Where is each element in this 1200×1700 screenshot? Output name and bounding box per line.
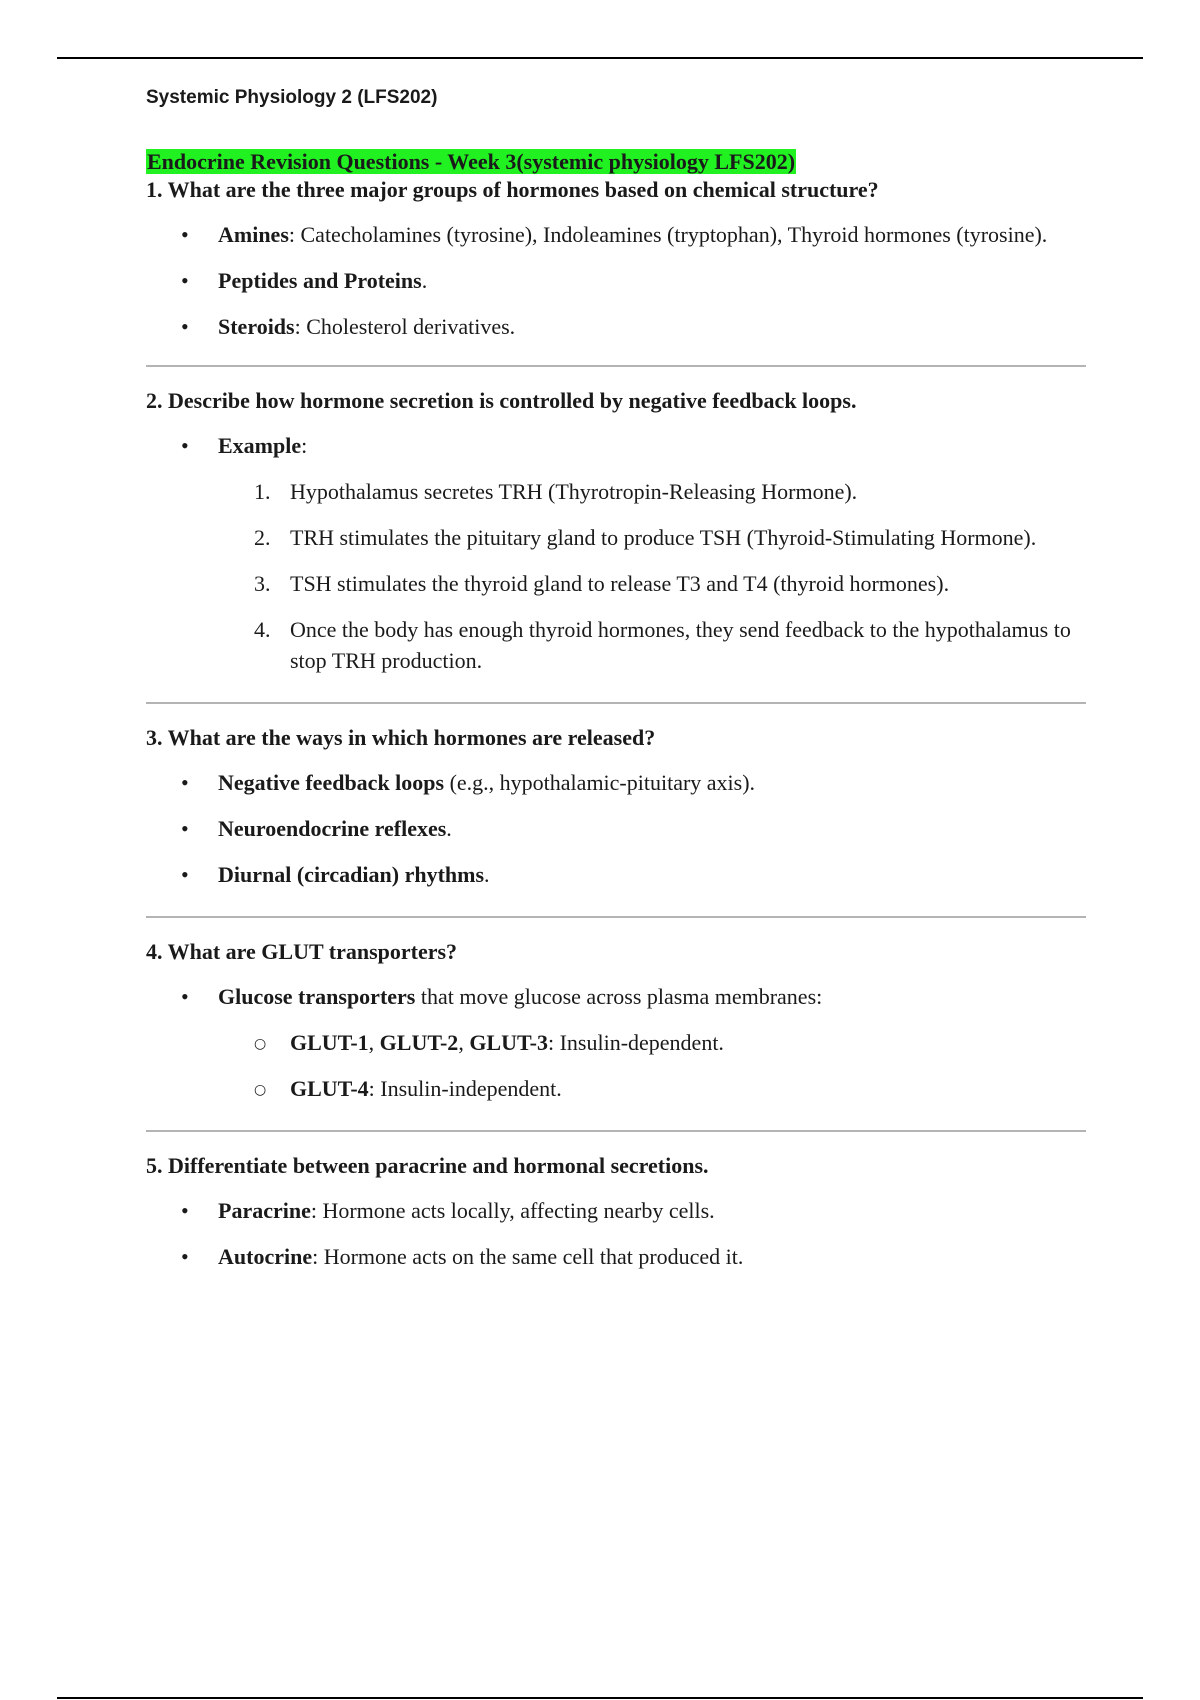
question-2-heading: 2. Describe how hormone secretion is controlled by negative feedback loops.: [146, 388, 857, 413]
step-text: TRH stimulates the pituitary gland to produce TSH (Thyroid-Stimulating Hormone).: [290, 525, 1037, 550]
definition: : Hormone acts on the same cell that produced it.: [312, 1244, 744, 1269]
term: GLUT-4: [290, 1076, 369, 1101]
list-item: [146, 265, 1086, 296]
section-divider: [146, 365, 1086, 367]
highlighted-title: Endocrine Revision Questions - Week 3(systemic physiology LFS202): [147, 149, 796, 174]
term: GLUT-3: [469, 1030, 548, 1055]
definition: :: [301, 433, 308, 458]
page-bottom-rule: [57, 1697, 1143, 1699]
section-divider: [146, 916, 1086, 918]
term: Example: [218, 433, 302, 458]
list-item: [146, 1241, 1086, 1272]
list-item: [146, 813, 1086, 844]
step-text: TSH stimulates the thyroid gland to release T3 and T4 (thyroid hormones).: [290, 571, 950, 596]
term: Negative feedback loops: [218, 770, 445, 795]
question-1-list: [146, 219, 1086, 342]
term: Diurnal (circadian) rhythms: [218, 862, 485, 887]
question-4-heading: 4. What are GLUT transporters?: [146, 939, 458, 964]
step-number: 4.: [254, 617, 271, 642]
question-3-list: [146, 767, 1086, 890]
term: Amines: [218, 222, 289, 247]
section-divider: [146, 702, 1086, 704]
question-5-heading: 5. Differentiate between paracrine and hormonal secretions.: [146, 1153, 709, 1178]
definition: that move glucose across plasma membranes:: [415, 984, 823, 1009]
step-item: [146, 522, 1086, 553]
term: GLUT-2: [379, 1030, 459, 1055]
question-2-section: [146, 387, 1086, 676]
definition: .: [484, 862, 490, 887]
step-item: [146, 568, 1086, 599]
list-item: [146, 767, 1086, 798]
running-header: Systemic Physiology 2 (LFS202): [146, 87, 438, 108]
question-3-section: [146, 724, 1086, 890]
section-divider: [146, 1130, 1086, 1132]
sub-list-item: [146, 1027, 1086, 1058]
step-text: Once the body has enough thyroid hormones, they send feedback to the hypothalamus to stop TRH production.: [290, 617, 1071, 673]
list-item: [146, 859, 1086, 890]
term: Steroids: [218, 314, 295, 339]
step-number: 1.: [254, 479, 271, 504]
question-1-section: [146, 176, 1086, 342]
definition: : Cholesterol derivatives.: [294, 314, 516, 339]
question-2-list: [146, 430, 1086, 461]
definition: .: [446, 816, 452, 841]
glut-sublist: [146, 1027, 1086, 1104]
term: Neuroendocrine reflexes: [218, 816, 447, 841]
list-item: [146, 219, 1086, 250]
question-5-section: [146, 1152, 1086, 1272]
step-number: 3.: [254, 571, 271, 596]
separator: ,: [368, 1030, 380, 1055]
feedback-steps-list: [146, 476, 1086, 676]
definition: : Catecholamines (tyrosine), Indoleamines (tryptophan), Thyroid hormones (tyrosine).: [288, 222, 1048, 247]
definition: (e.g., hypothalamic-pituitary axis).: [444, 770, 756, 795]
term: Autocrine: [218, 1244, 313, 1269]
question-4-list: [146, 981, 1086, 1012]
definition: : Hormone acts locally, affecting nearby cells.: [310, 1198, 715, 1223]
list-item: [146, 311, 1086, 342]
page-top-rule: [57, 57, 1143, 59]
step-text: Hypothalamus secretes TRH (Thyrotropin-Releasing Hormone).: [290, 479, 858, 504]
step-item: [146, 476, 1086, 507]
term: GLUT-1: [290, 1030, 369, 1055]
question-3-heading: 3. What are the ways in which hormones are released?: [146, 725, 656, 750]
list-item: [146, 981, 1086, 1012]
definition: .: [421, 268, 428, 293]
term: Peptides and Proteins: [218, 268, 422, 293]
question-4-section: [146, 938, 1086, 1104]
term: Glucose transporters: [218, 984, 416, 1009]
document-title: [146, 148, 1086, 176]
step-number: 2.: [254, 525, 271, 550]
question-1-heading: 1. What are the three major groups of hormones based on chemical structure?: [146, 177, 879, 202]
list-item: [146, 430, 1086, 461]
document-body: [146, 86, 1086, 1272]
term: Paracrine: [218, 1198, 311, 1223]
sub-list-item: [146, 1073, 1086, 1104]
definition: : Insulin-independent.: [368, 1076, 562, 1101]
separator: ,: [458, 1030, 470, 1055]
definition: : Insulin-dependent.: [547, 1030, 724, 1055]
question-5-list: [146, 1195, 1086, 1272]
list-item: [146, 1195, 1086, 1226]
step-item: [146, 614, 1086, 676]
